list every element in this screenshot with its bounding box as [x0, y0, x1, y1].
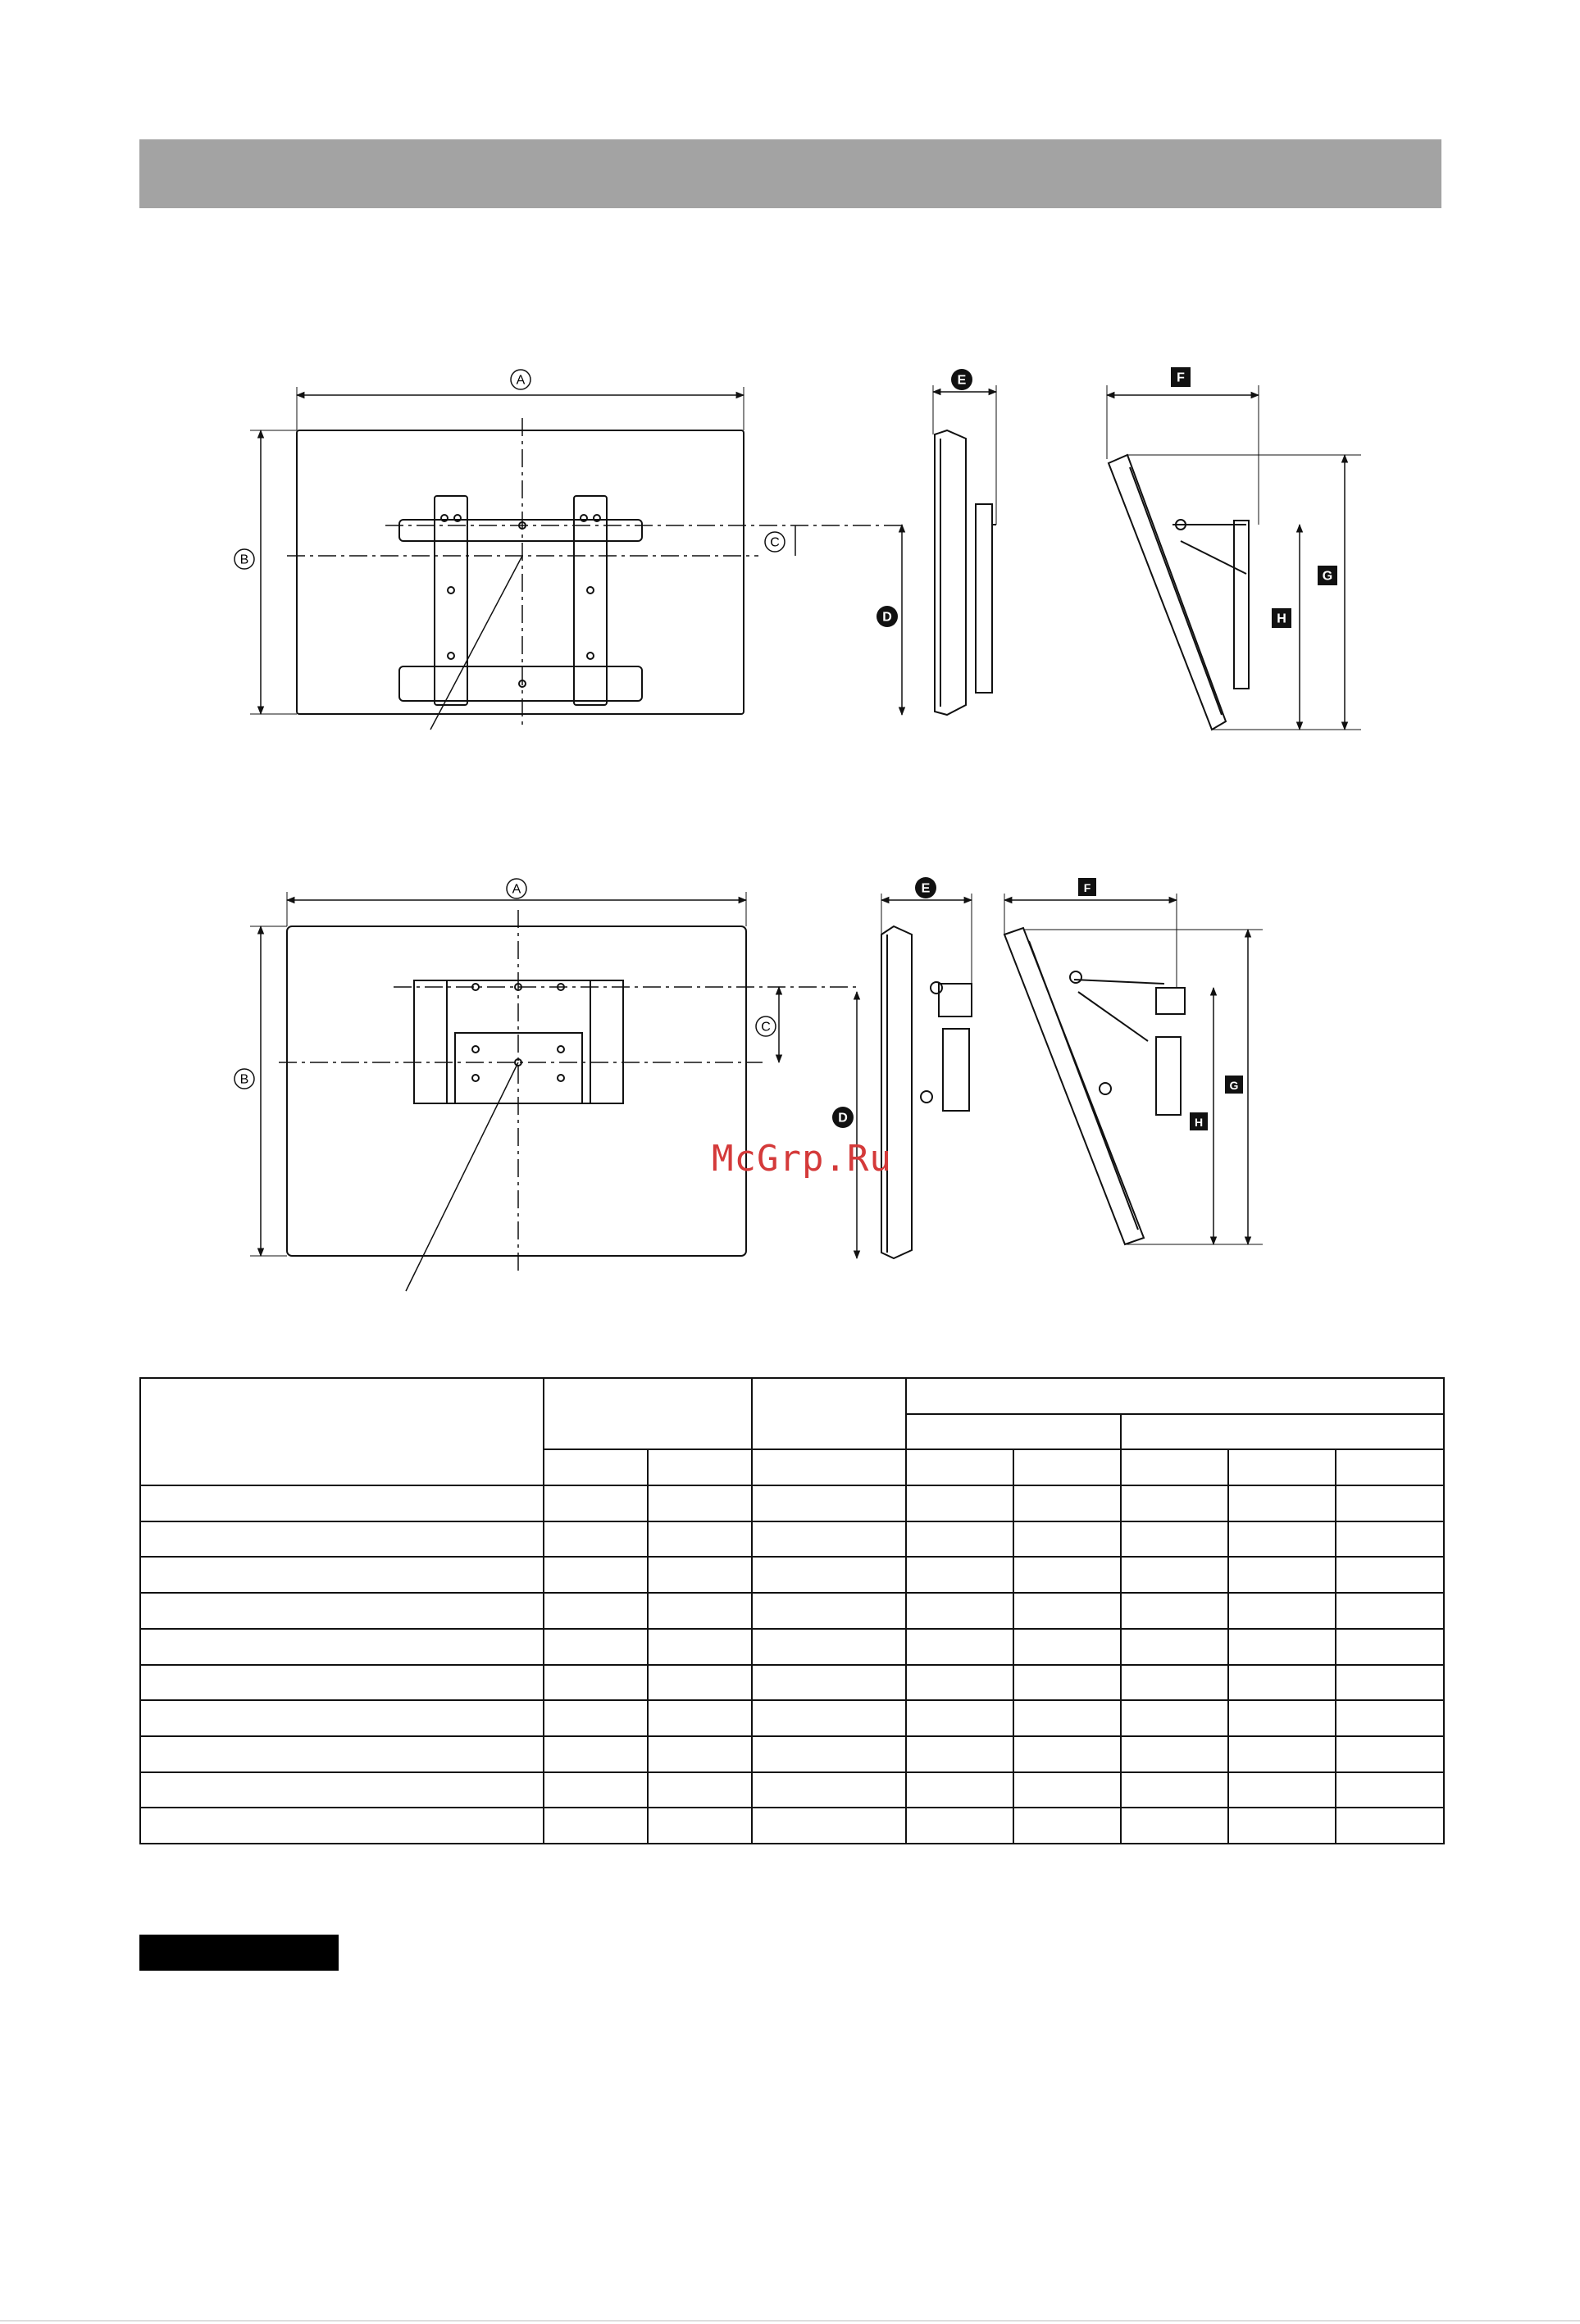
top-label-c: C [770, 535, 780, 550]
table-cell [752, 1700, 906, 1736]
bottom-label-c: C [761, 1020, 771, 1035]
table-cell [544, 1772, 648, 1808]
table-cell [752, 1736, 906, 1772]
table-cell [1336, 1629, 1444, 1665]
top-front-view [250, 387, 902, 730]
table-row [140, 1485, 1444, 1521]
table-col-head [1228, 1449, 1336, 1485]
table-cell [1228, 1772, 1336, 1808]
table-header-model [140, 1378, 544, 1485]
table-cell [648, 1521, 752, 1558]
table-cell [140, 1736, 544, 1772]
table-cell [1336, 1808, 1444, 1844]
table-cell [1228, 1700, 1336, 1736]
table-row [140, 1557, 1444, 1593]
table-cell [1121, 1665, 1228, 1701]
table-cell [1013, 1808, 1121, 1844]
top-label-e: E [957, 373, 967, 388]
table-cell [906, 1665, 1013, 1701]
table-row [140, 1772, 1444, 1808]
watermark: McGrp.Ru [712, 1138, 892, 1180]
top-label-f: F [1177, 371, 1185, 385]
table-cell [140, 1629, 544, 1665]
bottom-label-b: B [239, 1072, 249, 1087]
top-tilt-view [1107, 385, 1361, 730]
table-col-head [648, 1449, 752, 1485]
footer-rule [0, 2320, 1580, 2322]
table-cell [906, 1557, 1013, 1593]
table-cell [1013, 1593, 1121, 1629]
table-row [140, 1521, 1444, 1558]
table-cell [906, 1772, 1013, 1808]
table-cell [1013, 1665, 1121, 1701]
table-cell [648, 1629, 752, 1665]
table-cell [906, 1593, 1013, 1629]
table-cell [1336, 1772, 1444, 1808]
table-cell [752, 1485, 906, 1521]
top-label-d: D [882, 610, 892, 625]
table-cell [1336, 1557, 1444, 1593]
table-cell [1228, 1808, 1336, 1844]
bottom-label-e: E [921, 881, 931, 896]
bottom-label-f: F [1083, 881, 1091, 894]
table-cell [1336, 1700, 1444, 1736]
table-cell [1336, 1521, 1444, 1558]
dimension-table [139, 1377, 1445, 1844]
table-cell [544, 1629, 648, 1665]
table-cell [752, 1593, 906, 1629]
table-row [140, 1629, 1444, 1665]
top-label-g: G [1322, 569, 1333, 584]
table-cell [1336, 1736, 1444, 1772]
table-cell [906, 1485, 1013, 1521]
bottom-tilt-view [1004, 894, 1263, 1244]
table-cell [648, 1593, 752, 1629]
table-cell [906, 1808, 1013, 1844]
table-header-group-1 [544, 1378, 752, 1449]
table-row [140, 1736, 1444, 1772]
table-cell [544, 1557, 648, 1593]
table-cell [544, 1736, 648, 1772]
table-cell [1013, 1557, 1121, 1593]
table-cell [1336, 1593, 1444, 1629]
table-cell [906, 1700, 1013, 1736]
table-cell [544, 1808, 648, 1844]
table-cell [1228, 1665, 1336, 1701]
table-cell [1336, 1485, 1444, 1521]
table-cell [140, 1665, 544, 1701]
table-cell [1121, 1521, 1228, 1558]
table-cell [140, 1485, 544, 1521]
table-cell [752, 1557, 906, 1593]
table-col-head [906, 1449, 1013, 1485]
table-cell [1121, 1772, 1228, 1808]
table-cell [648, 1665, 752, 1701]
table-cell [1013, 1736, 1121, 1772]
table-cell [140, 1700, 544, 1736]
table-cell [1228, 1629, 1336, 1665]
table-cell [1121, 1485, 1228, 1521]
table-cell [1228, 1485, 1336, 1521]
table-cell [1121, 1629, 1228, 1665]
table-row [140, 1593, 1444, 1629]
table-cell [544, 1665, 648, 1701]
table-col-head [1336, 1449, 1444, 1485]
table-cell [906, 1521, 1013, 1558]
table-header-group-2 [752, 1378, 906, 1449]
table-cell [140, 1808, 544, 1844]
table-cell [1228, 1557, 1336, 1593]
table-col-head [1013, 1449, 1121, 1485]
table-cell [1121, 1557, 1228, 1593]
table-cell [648, 1808, 752, 1844]
table-cell [1013, 1772, 1121, 1808]
bottom-label-d: D [838, 1111, 848, 1126]
top-label-b: B [239, 553, 249, 567]
table-subheader-1 [906, 1414, 1121, 1450]
table-cell [752, 1808, 906, 1844]
table-cell [1013, 1700, 1121, 1736]
top-side-view [902, 385, 996, 715]
table-row [140, 1700, 1444, 1736]
table-cell [544, 1593, 648, 1629]
table-cell [1121, 1593, 1228, 1629]
table-cell [1336, 1665, 1444, 1701]
table-cell [544, 1521, 648, 1558]
table-col-head [544, 1449, 648, 1485]
table-col-head [1121, 1449, 1228, 1485]
table-cell [140, 1557, 544, 1593]
table-cell [648, 1700, 752, 1736]
table-cell [1121, 1808, 1228, 1844]
table-cell [1228, 1521, 1336, 1558]
table-cell [648, 1772, 752, 1808]
table-cell [906, 1629, 1013, 1665]
table-cell [544, 1485, 648, 1521]
table-cell [1013, 1629, 1121, 1665]
table-header-group-3 [906, 1378, 1444, 1414]
table-cell [1121, 1700, 1228, 1736]
table-col-head [752, 1449, 906, 1485]
bottom-label-a: A [512, 882, 521, 897]
bottom-label-g: G [1229, 1079, 1239, 1092]
table-subheader-2 [1121, 1414, 1444, 1450]
table-cell [752, 1521, 906, 1558]
table-cell [1013, 1521, 1121, 1558]
table-cell [1121, 1736, 1228, 1772]
table-cell [1228, 1736, 1336, 1772]
table-cell [1228, 1593, 1336, 1629]
bottom-side-view [857, 894, 972, 1258]
bottom-front-view [250, 892, 861, 1291]
table-cell [648, 1557, 752, 1593]
table-cell [906, 1736, 1013, 1772]
table-body [140, 1485, 1444, 1844]
table-cell [752, 1772, 906, 1808]
note-heading-bar [139, 1935, 339, 1971]
table-row [140, 1808, 1444, 1844]
table-cell [648, 1736, 752, 1772]
top-label-h: H [1277, 612, 1286, 626]
table-cell [544, 1700, 648, 1736]
table-cell [752, 1665, 906, 1701]
table-cell [140, 1593, 544, 1629]
table-cell [140, 1521, 544, 1558]
table-cell [752, 1629, 906, 1665]
table-cell [140, 1772, 544, 1808]
table-cell [648, 1485, 752, 1521]
top-label-a: A [516, 373, 526, 388]
table-row [140, 1665, 1444, 1701]
bottom-label-h: H [1194, 1116, 1204, 1129]
table-cell [1013, 1485, 1121, 1521]
